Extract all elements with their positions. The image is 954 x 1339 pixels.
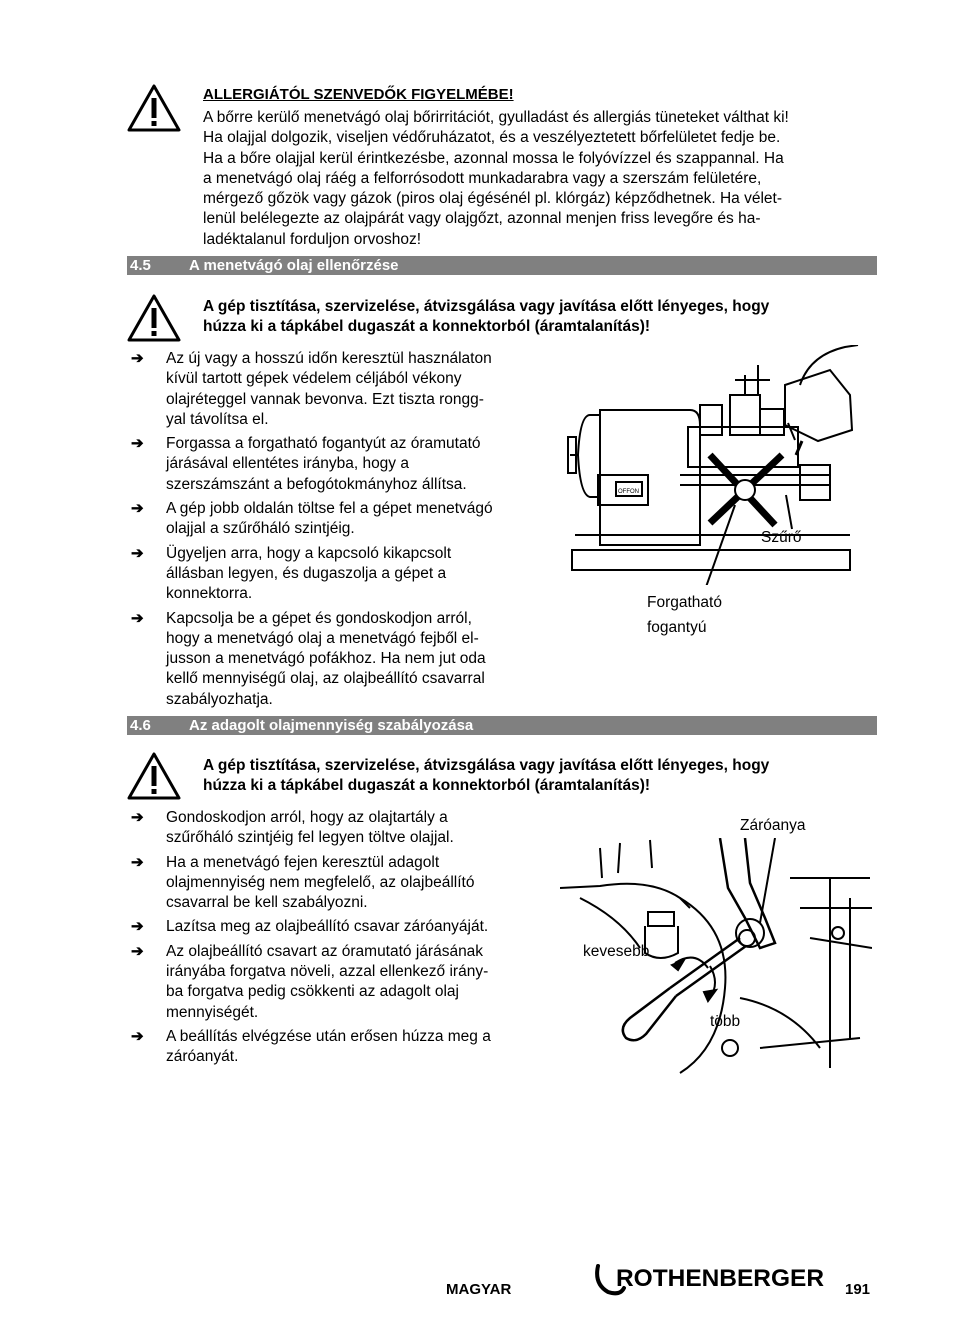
page-number: 191 [845, 1281, 871, 1298]
filter-label: Szűrő [761, 529, 802, 546]
list-item: ➔ Az olajbeállító csavart az óramutató járásának irányába forgatva növeli, azzal ellenkező irány- ba forgatva pedig csökkenti az adagolt olaj mennyiségét. [131, 942, 489, 1021]
arrow-right-icon: ➔ [131, 435, 144, 453]
list-item: ➔ Gondoskodjon arról, hogy az olajtartály a szűrőháló szintjéig fel legyen töltve olajjal. [131, 809, 454, 847]
unplug-warning [203, 297, 769, 337]
list-item: ➔ Lazítsa meg az olajbeállító csavar záróanyáját. [131, 917, 551, 937]
arrow-right-icon: ➔ [131, 853, 144, 871]
allergy-warning-text [203, 108, 883, 250]
arrow-right-icon: ➔ [131, 609, 144, 627]
section-number: 4.6 [130, 717, 151, 734]
section-title: A menetvágó olaj ellenőrzése [189, 257, 399, 274]
section-heading-4-6 [127, 716, 877, 735]
arrow-right-icon: ➔ [131, 942, 144, 960]
switch-off-label: OFF [618, 489, 630, 495]
arrow-right-icon: ➔ [131, 918, 144, 936]
allergy-line: mérgező gőzök vagy gázok (piros olaj égésénél pl. klórgáz) képződhetnek. Ha vélet- [203, 190, 782, 208]
threading-machine-illustration [560, 345, 860, 585]
unplug-warning-line: húzza ki a tápkábel dugaszát a konnektorból (áramtalanítás)! [203, 777, 651, 794]
allergy-line: Ha olajjal dolgozik, viseljen védőruházatot, és a veszélyeztetett bőrfelületet fedje be. [203, 129, 781, 147]
unplug-warning-line: A gép tisztítása, szervizelése, átvizsgálása vagy javítása előtt lényeges, hogy [203, 298, 770, 315]
unplug-warning-line: A gép tisztítása, szervizelése, átvizsgálása vagy javítása előtt lényeges, hogy [203, 757, 770, 774]
rothenberger-logo [594, 1262, 830, 1298]
arrow-right-icon: ➔ [131, 350, 144, 367]
allergy-line: A bőrre kerülő menetvágó olaj bőrirritációt, gyulladást és allergiás tüneteket válthat ki! [203, 109, 789, 126]
warning-triangle-icon [127, 84, 181, 132]
list-item: ➔ Az új vagy a hosszú időn keresztül használaton kívül tartott gépek védelem céljából vékony olajréteggel vannak bevonva. Ezt tiszta rongg- yal távolítsa el. [131, 350, 492, 428]
list-item: ➔ Ügyeljen arra, hogy a kapcsoló kikapcsolt állásban legyen, és dugaszolja a gépet a konnektorra. [131, 544, 452, 603]
rotary-handle-label-1: Forgatható [647, 594, 722, 611]
section-heading-4-5 [127, 256, 877, 275]
less-label: kevesebb [583, 943, 650, 960]
list-item: ➔ A gép jobb oldalán töltse fel a gépet menetvágó olajjal a szűrőháló szintjéig. [131, 500, 493, 538]
footer-language: MAGYAR [446, 1281, 512, 1298]
arrow-right-icon: ➔ [131, 809, 144, 826]
arrow-right-icon: ➔ [131, 500, 144, 518]
switch-on-label: ON [630, 489, 639, 495]
arrow-right-icon: ➔ [131, 544, 144, 562]
lock-nut-label: Záróanya [740, 817, 806, 834]
allergy-line: a menetvágó olaj ráég a felforrósodott munkadarabra vagy a szerszám felületére, [203, 169, 762, 187]
allergy-line: lenül belélegezte az olajpárát vagy olajgőzt, azonnal menjen friss levegőre és ha- [203, 210, 761, 228]
list-item: ➔ Forgassa a forgatható fogantyút az óramutató járásával ellentétes irányba, hogy a szerszámszánt a befogótokmányhoz állítsa. [131, 435, 481, 493]
list-item: ➔ Ha a menetvágó fejen keresztül adagolt olajmennyiség nem megfelelő, az olajbeállító csavarral be kell szabályozni. [131, 853, 475, 912]
section-number: 4.5 [130, 257, 151, 274]
list-item: ➔ A beállítás elvégzése után erősen húzza meg a záróanyát. [131, 1027, 491, 1066]
allergy-warning-title: ALLERGIÁTÓL SZENVEDŐK FIGYELMÉBE! [203, 86, 514, 103]
more-label: több [710, 1013, 741, 1030]
instruction-list-4-5 [131, 349, 551, 714]
rotary-handle-label-2: fogantyú [647, 619, 707, 636]
section-title: Az adagolt olajmennyiség szabályozása [189, 717, 474, 734]
arrow-right-icon: ➔ [131, 1027, 144, 1045]
warning-triangle-icon [127, 294, 181, 342]
unplug-warning [203, 756, 769, 796]
list-item: ➔ Kapcsolja be a gépet és gondoskodjon arról, hogy a menetvágó olaj a menetvágó fejből el- jusson a menetvágó pofákhoz. Ha nem jut oda kellő mennyiségű olaj, az olajbeállító csavarral szabályozhatja. [131, 609, 486, 708]
instruction-list-4-6 [131, 808, 551, 1072]
svg-text:ROTHENBERGER: ROTHENBERGER [616, 1265, 824, 1292]
allergy-line: Ha a bőre olajjal kerül érintkezésbe, azonnal mossa le folyóvízzel és szappannal. Ha [203, 149, 784, 167]
unplug-warning-line: húzza ki a tápkábel dugaszát a konnektorból (áramtalanítás)! [203, 318, 651, 335]
warning-triangle-icon [127, 752, 181, 800]
allergy-line: ladéktalanul forduljon orvoshoz! [203, 230, 421, 248]
